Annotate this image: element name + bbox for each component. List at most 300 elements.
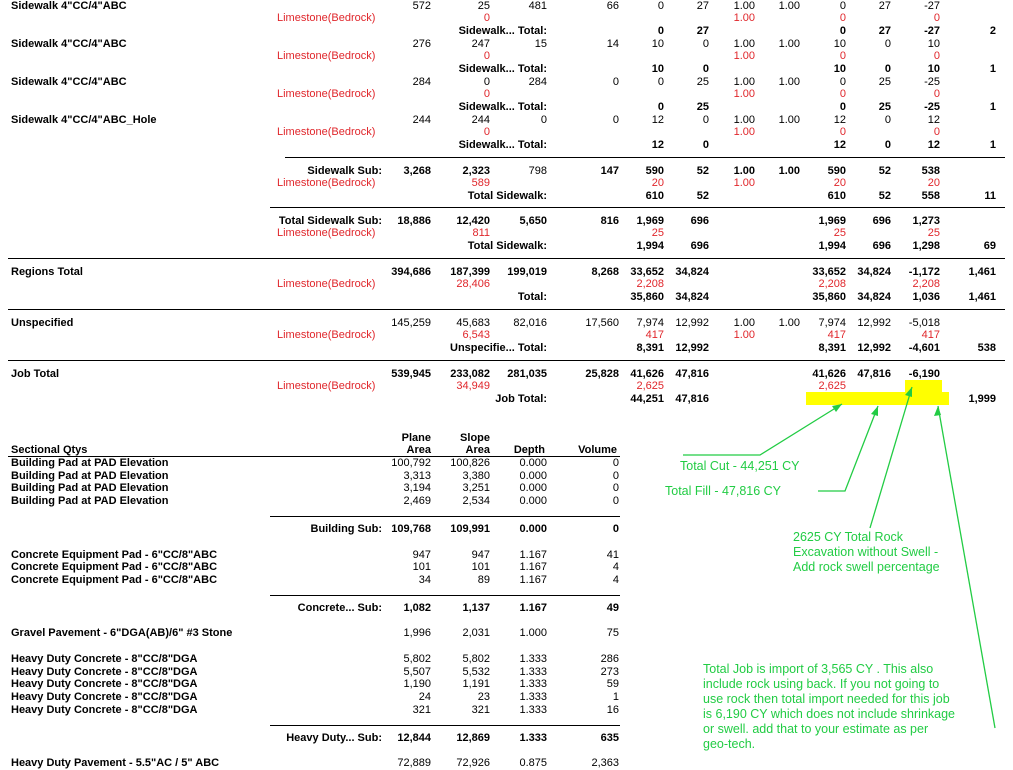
rock-label: Limestone(Bedrock): [277, 88, 376, 100]
value: 0: [483, 126, 490, 138]
value: 0: [657, 25, 664, 37]
value: 100,792: [391, 457, 431, 469]
value: 101: [412, 561, 431, 574]
value: 798: [528, 165, 547, 177]
value: 69: [983, 240, 996, 252]
value: 10: [833, 38, 846, 50]
value: 233,082: [450, 368, 490, 380]
value: 0: [657, 76, 664, 88]
value: 247: [471, 38, 490, 50]
value: 1,298: [912, 240, 940, 252]
value: 28,406: [456, 278, 490, 290]
value: 25: [833, 227, 846, 239]
value: 0: [702, 63, 709, 75]
value: 10: [651, 38, 664, 50]
value: 25: [696, 101, 709, 113]
value: 8,268: [591, 266, 619, 278]
value: 0: [933, 88, 940, 100]
value: 1,273: [912, 215, 940, 227]
value: 1.00: [778, 76, 800, 88]
value: 12: [833, 114, 846, 126]
row-name: Concrete Equipment Pad - 6"CC/8"ABC: [11, 548, 218, 561]
value: 590: [827, 165, 846, 177]
rock-label: Limestone(Bedrock): [277, 50, 376, 62]
value: 6,543: [462, 329, 490, 341]
value: 20: [651, 177, 664, 189]
value: 1,969: [636, 215, 664, 227]
value: 0: [933, 126, 940, 138]
value: 75: [606, 627, 619, 640]
value: 1.00: [733, 0, 755, 12]
value: 25: [878, 101, 891, 113]
value: 286: [600, 653, 619, 665]
value: -27: [924, 25, 940, 37]
value: 947: [471, 548, 490, 561]
value: 947: [412, 548, 431, 561]
value: 811: [472, 227, 490, 239]
value: 321: [471, 703, 490, 716]
value: 696: [690, 215, 709, 227]
total-cut-note: Total Cut - 44,251 CY: [680, 459, 800, 473]
total-label: Sidewalk... Total:: [458, 101, 547, 113]
value: 187,399: [450, 266, 490, 278]
cut-arrow: [683, 404, 842, 455]
value: 696: [872, 240, 891, 252]
value: 1.000: [519, 627, 547, 640]
value: 539,945: [391, 368, 431, 380]
value: 25: [696, 76, 709, 88]
value: 696: [690, 240, 709, 252]
value: 2: [989, 25, 996, 37]
value: -4,601: [908, 342, 940, 354]
value: 34,824: [857, 266, 891, 278]
value: 1: [989, 101, 996, 113]
sub-label: Building Sub:: [310, 522, 382, 535]
value: 25,828: [585, 368, 619, 380]
value: 1.167: [519, 561, 547, 574]
value: 23: [477, 691, 490, 704]
value: 417: [827, 329, 846, 341]
value: 44,251: [630, 393, 664, 405]
value: 52: [696, 190, 709, 202]
row-name: Heavy Duty Concrete - 8"CC/8"DGA: [11, 703, 198, 716]
value: 1,999: [968, 393, 996, 405]
value: 18,886: [397, 215, 431, 227]
value: 816: [600, 215, 619, 227]
value: 27: [878, 0, 891, 12]
value: 1,190: [403, 678, 431, 691]
value: 3,380: [462, 469, 490, 482]
row-name: Heavy Duty Concrete - 8"CC/8"DGA: [11, 665, 198, 678]
value: 1.333: [519, 678, 547, 691]
value: 2,469: [403, 495, 431, 508]
value: 0.000: [519, 469, 547, 482]
value: 1.167: [519, 573, 547, 586]
value: 12,869: [456, 731, 490, 744]
value: 538: [977, 342, 996, 354]
value: 0: [612, 457, 619, 469]
value: 10: [833, 63, 846, 75]
value: 558: [921, 190, 940, 202]
value: 284: [412, 76, 431, 88]
rock-note: 2625 CY Total Rock Excavation without Swell - Add rock swell percentage: [793, 530, 940, 574]
rock-label: Limestone(Bedrock): [277, 278, 376, 290]
section-label: Regions Total: [11, 266, 83, 278]
value: 33,652: [812, 266, 846, 278]
value: 0: [612, 76, 619, 88]
value: 1.00: [733, 317, 755, 329]
value: 25: [651, 227, 664, 239]
value: 2,323: [462, 165, 490, 177]
value: 1: [612, 691, 619, 704]
value: 273: [600, 665, 619, 678]
value: 66: [606, 0, 619, 12]
value: 33,652: [630, 266, 664, 278]
value: 20: [833, 177, 846, 189]
total-label: Total Sidewalk:: [467, 190, 547, 202]
value: 59: [606, 678, 619, 691]
value: 1: [989, 139, 996, 151]
value: 1.00: [733, 329, 755, 341]
row-name: Concrete Equipment Pad - 6"CC/8"ABC: [11, 561, 218, 574]
value: 1,969: [818, 215, 846, 227]
value: 0: [702, 139, 709, 151]
value: 72,889: [397, 757, 431, 770]
value: 1.00: [733, 50, 755, 62]
value: 284: [528, 76, 547, 88]
value: 25: [878, 76, 891, 88]
total-label: Total:: [517, 291, 547, 303]
value: 610: [645, 190, 664, 202]
total-label: Sidewalk... Total:: [458, 25, 547, 37]
value: 1.333: [519, 731, 547, 744]
value: 1,036: [912, 291, 940, 303]
section-label: Unspecified: [11, 317, 74, 329]
value: 12: [927, 139, 940, 151]
value: 0: [702, 38, 709, 50]
value: 0: [884, 139, 891, 151]
item-name: Sidewalk 4"CC/4"ABC_Hole: [11, 114, 157, 126]
value: 12,992: [857, 317, 891, 329]
value: 16: [606, 703, 619, 716]
value: 1.00: [733, 177, 755, 189]
total-label: Total Sidewalk:: [467, 240, 547, 252]
value: 1: [989, 63, 996, 75]
value: 1.00: [733, 38, 755, 50]
row-name: Concrete Equipment Pad - 6"CC/8"ABC: [11, 573, 218, 586]
value: 1.00: [733, 76, 755, 88]
value: 1.333: [519, 653, 547, 665]
rock-label: Limestone(Bedrock): [277, 227, 376, 239]
value: -27: [924, 0, 940, 12]
rock-label: Limestone(Bedrock): [277, 380, 376, 392]
value: 27: [696, 0, 709, 12]
value: 1,461: [968, 266, 996, 278]
value: 2,208: [818, 278, 846, 290]
value: 145,259: [391, 317, 431, 329]
value: 3,194: [403, 482, 431, 495]
value: -25: [924, 76, 940, 88]
value: 12,844: [397, 731, 431, 744]
total-label: Unspecifie... Total:: [450, 342, 547, 354]
value: 10: [651, 63, 664, 75]
header-plane: Area: [406, 444, 431, 456]
value: 0: [612, 482, 619, 495]
value: 0: [612, 114, 619, 126]
value: 12,992: [675, 317, 709, 329]
value: 10: [927, 38, 940, 50]
value: 0: [839, 0, 846, 12]
value: 1.00: [733, 165, 755, 177]
total-label: Job Total:: [495, 393, 547, 405]
value: 8,391: [818, 342, 846, 354]
value: 3,313: [403, 469, 431, 482]
value: 0: [657, 0, 664, 12]
rock-label: Limestone(Bedrock): [277, 12, 376, 24]
value: 100,826: [450, 457, 490, 469]
value: 34,824: [675, 291, 709, 303]
value: 0: [612, 522, 619, 535]
value: 590: [645, 165, 664, 177]
value: 1.00: [778, 38, 800, 50]
value: 0: [839, 50, 846, 62]
value: 610: [827, 190, 846, 202]
value: 4: [612, 573, 619, 586]
value: 1,137: [462, 601, 490, 614]
row-name: Building Pad at PAD Elevation: [11, 469, 169, 482]
value: 1,082: [403, 601, 431, 614]
header-slope: Area: [465, 444, 490, 456]
value: 12,420: [456, 215, 490, 227]
value: 0: [540, 114, 547, 126]
value: 0: [839, 88, 846, 100]
value: 0.000: [519, 457, 547, 469]
value: 0: [933, 50, 940, 62]
value: 14: [606, 38, 619, 50]
value: 0: [839, 76, 846, 88]
sectional-title: Sectional Qtys: [11, 444, 88, 456]
value: 1,996: [403, 627, 431, 640]
value: 0: [839, 126, 846, 138]
value: 2,625: [636, 380, 664, 392]
value: 147: [600, 165, 619, 177]
row-name: Gravel Pavement - 6"DGA(AB)/6" #3 Stone: [11, 627, 233, 640]
value: 0: [612, 495, 619, 508]
value: 0: [884, 114, 891, 126]
value: 12: [927, 114, 940, 126]
value: 0.000: [519, 495, 547, 508]
value: 35,860: [812, 291, 846, 303]
value: 2,625: [818, 380, 846, 392]
value: 34,824: [857, 291, 891, 303]
value: 27: [878, 25, 891, 37]
value: 281,035: [507, 368, 547, 380]
value: 89: [477, 573, 490, 586]
value: 244: [471, 114, 490, 126]
value: 0: [483, 76, 490, 88]
value: 1.333: [519, 691, 547, 704]
value: 199,019: [507, 266, 547, 278]
value: 12,992: [857, 342, 891, 354]
value: 0: [702, 114, 709, 126]
value: 1,994: [636, 240, 664, 252]
value: 1.333: [519, 665, 547, 678]
value: 1,994: [818, 240, 846, 252]
rock-label: Limestone(Bedrock): [277, 177, 376, 189]
value: -1,172: [908, 266, 940, 278]
value: 0.875: [519, 757, 547, 770]
value: 49: [606, 601, 619, 614]
value: 0: [483, 12, 490, 24]
value: 47,816: [675, 368, 709, 380]
value: 0: [612, 469, 619, 482]
value: 12: [651, 139, 664, 151]
header-depth: Depth: [513, 444, 545, 456]
value: 52: [878, 190, 891, 202]
value: 1.00: [733, 12, 755, 24]
value: 0: [839, 101, 846, 113]
item-name: Sidewalk 4"CC/4"ABC: [11, 0, 127, 12]
total-label: Sidewalk... Total:: [458, 63, 547, 75]
header-plane: Plane: [401, 432, 431, 444]
value: 3,251: [462, 482, 490, 495]
row-name: Heavy Duty Concrete - 8"CC/8"DGA: [11, 678, 198, 691]
value: 244: [412, 114, 431, 126]
row-name: Building Pad at PAD Elevation: [11, 457, 169, 469]
value: 2,363: [591, 757, 619, 770]
row-name: Heavy Duty Pavement - 5.5"AC / 5" ABC: [11, 757, 220, 770]
value: 101: [471, 561, 490, 574]
value: 7,974: [818, 317, 846, 329]
value: 34,949: [456, 380, 490, 392]
value: 45,683: [456, 317, 490, 329]
value: 1.333: [519, 703, 547, 716]
value: 47,816: [675, 393, 709, 405]
value: 5,802: [403, 653, 431, 665]
value: 417: [921, 329, 940, 341]
value: 12,992: [675, 342, 709, 354]
value: 11: [984, 190, 996, 202]
rock-label: Limestone(Bedrock): [277, 126, 376, 138]
value: 34: [418, 573, 431, 586]
value: 1,191: [462, 678, 490, 691]
value: 417: [645, 329, 664, 341]
value: 1.00: [733, 114, 755, 126]
sub-label: Concrete... Sub:: [297, 601, 382, 614]
value: 0: [884, 63, 891, 75]
header-slope: Slope: [460, 432, 490, 444]
value: -25: [924, 101, 940, 113]
value: 109,991: [450, 522, 490, 535]
value: 27: [696, 25, 709, 37]
value: 12: [651, 114, 664, 126]
value: 394,686: [391, 266, 431, 278]
value: 52: [696, 165, 709, 177]
value: 4: [612, 561, 619, 574]
value: -5,018: [908, 317, 940, 329]
value: 0: [839, 12, 846, 24]
value: 2,534: [462, 495, 490, 508]
value: 0: [839, 25, 846, 37]
value: 82,016: [513, 317, 547, 329]
value: 276: [412, 38, 431, 50]
value: 12: [833, 139, 846, 151]
value: 109,768: [391, 522, 431, 535]
value: 1.167: [519, 601, 547, 614]
value: 72,926: [456, 757, 490, 770]
value: 2,031: [462, 627, 490, 640]
value: 20: [927, 177, 940, 189]
value: 1,461: [968, 291, 996, 303]
value: 538: [921, 165, 940, 177]
value: 5,532: [462, 665, 490, 678]
value: 0.000: [519, 522, 547, 535]
header-volume: Volume: [578, 444, 617, 456]
value: 572: [412, 0, 431, 12]
value: 5,802: [462, 653, 490, 665]
job-import-note: Total Job is import of 3,565 CY . This also include rock using back. If you not going to use rock then total import needed for this job is 6,190 CY which does not include shrinkage or swell. add that to your estimate as per geo-tech.: [703, 662, 956, 751]
fill-arrow: [818, 406, 878, 491]
value: 25: [477, 0, 490, 12]
value: 17,560: [585, 317, 619, 329]
value: 5,507: [403, 665, 431, 678]
row-name: Building Pad at PAD Elevation: [11, 495, 169, 508]
value: 5,650: [519, 215, 547, 227]
value: 41: [606, 548, 619, 561]
value: 0: [483, 50, 490, 62]
value: 1.00: [778, 317, 800, 329]
value: 635: [600, 731, 619, 744]
value: 41,626: [630, 368, 664, 380]
item-name: Sidewalk 4"CC/4"ABC: [11, 38, 127, 50]
value: 15: [534, 38, 547, 50]
value: 0: [884, 38, 891, 50]
value: 1.00: [778, 165, 800, 177]
value: 25: [927, 227, 940, 239]
value: 1.00: [733, 88, 755, 100]
value: 24: [418, 691, 431, 704]
value: 2,208: [636, 278, 664, 290]
total-label: Sidewalk... Total:: [458, 139, 547, 151]
value: 589: [471, 177, 490, 189]
row-name: Building Pad at PAD Elevation: [11, 482, 169, 495]
value: 481: [528, 0, 547, 12]
sub-label: Total Sidewalk Sub:: [278, 215, 382, 227]
rock-label: Limestone(Bedrock): [277, 329, 376, 341]
value: 0: [657, 101, 664, 113]
value: 7,974: [636, 317, 664, 329]
value: 1.00: [733, 126, 755, 138]
value: 1.00: [778, 114, 800, 126]
value: 35,860: [630, 291, 664, 303]
sub-label: Sidewalk Sub:: [307, 165, 382, 177]
value: 8,391: [636, 342, 664, 354]
value: 52: [878, 165, 891, 177]
value: 34,824: [675, 266, 709, 278]
value: 41,626: [812, 368, 846, 380]
value: 3,268: [403, 165, 431, 177]
value: 0: [483, 88, 490, 100]
value: 0: [933, 12, 940, 24]
value: 696: [872, 215, 891, 227]
value: 1.00: [778, 0, 800, 12]
value: 1.167: [519, 548, 547, 561]
section-label: Job Total: [11, 368, 60, 380]
row-name: Heavy Duty Concrete - 8"CC/8"DGA: [11, 653, 198, 665]
sub-label: Heavy Duty... Sub:: [286, 731, 382, 744]
value: 47,816: [857, 368, 891, 380]
row-name: Heavy Duty Concrete - 8"CC/8"DGA: [11, 691, 198, 704]
